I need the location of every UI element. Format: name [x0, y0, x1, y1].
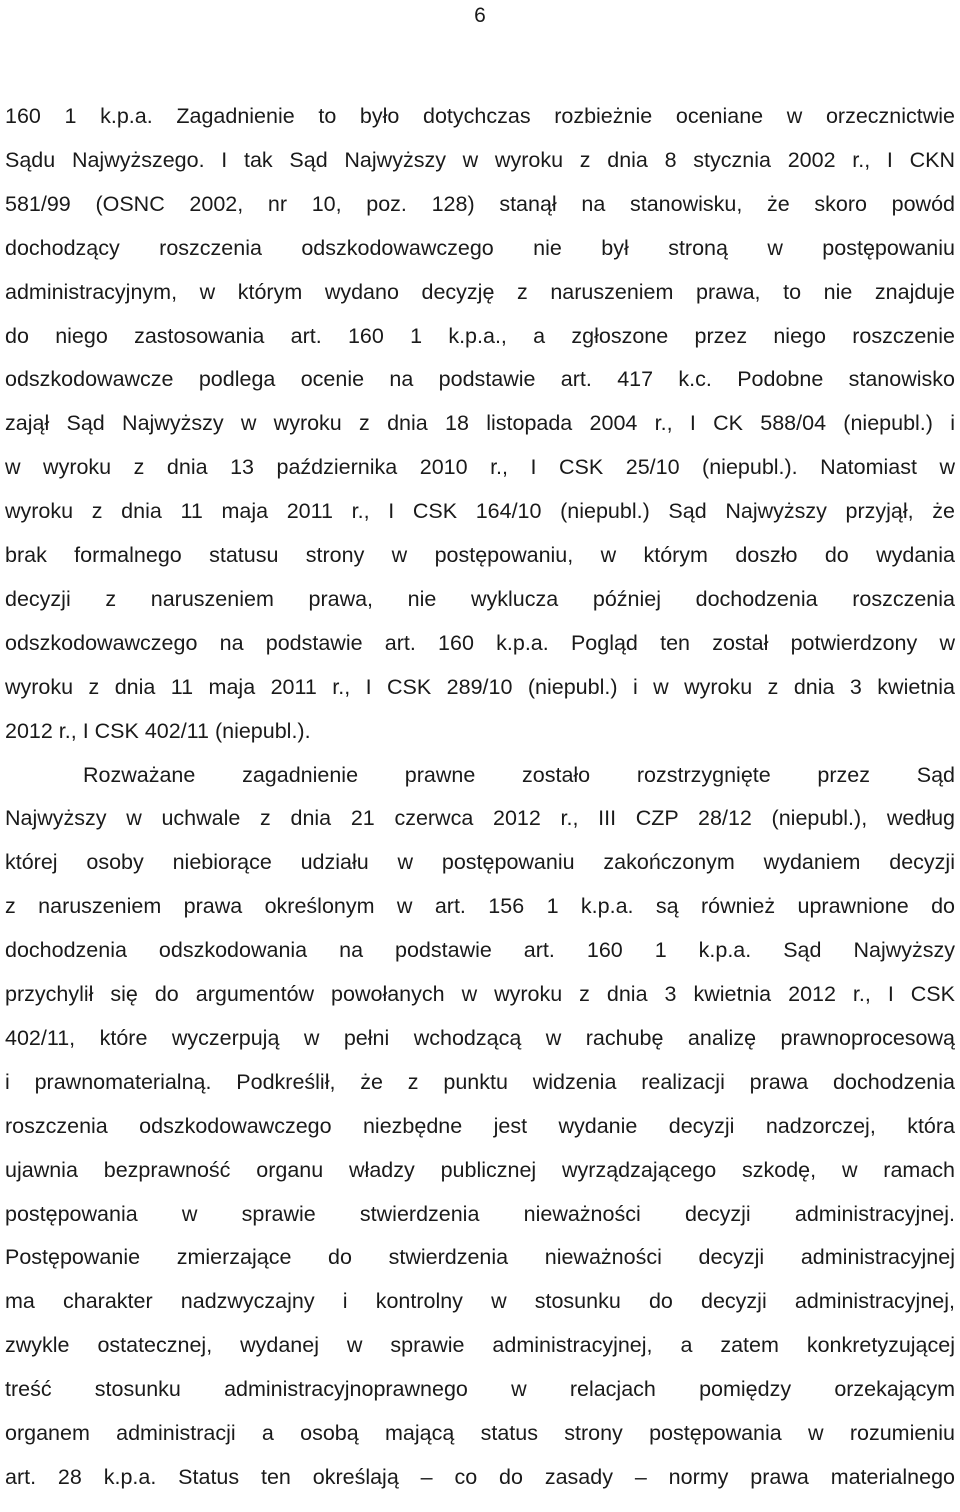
text-line: dochodzący roszczenia odszkodowawczego nie był stroną w postępowaniu	[5, 235, 955, 260]
text-line: dochodzenia odszkodowania na podstawie art. 160 1 k.p.a. Sąd Najwyższy	[5, 938, 955, 963]
text-line: Najwyższy w uchwale z dnia 21 czerwca 2012 r., III CZP 28/12 (niepubl.), według	[5, 806, 955, 831]
text-line: wyroku z dnia 11 maja 2011 r., I CSK 164/10 (niepubl.) Sąd Najwyższy przyjął, że	[5, 499, 955, 524]
text-line: i prawnomaterialną. Podkreślił, że z punktu widzenia realizacji prawa dochodzenia	[5, 1069, 955, 1094]
text-line: ujawnia bezprawność organu władzy publicznej wyrządzającego szkodę, w ramach	[5, 1157, 955, 1182]
text-line: administracyjnym, w którym wydano decyzję z naruszeniem prawa, to nie znajduje	[5, 279, 955, 304]
text-line: z naruszeniem prawa określonym w art. 156 1 k.p.a. są również uprawnione do	[5, 894, 955, 919]
text-line: zwykle ostatecznej, wydanej w sprawie administracyjnej, a zatem konkretyzującej	[5, 1333, 955, 1358]
text-line: organem administracji a osobą mającą status strony postępowania w rozumieniu	[5, 1421, 955, 1445]
page-number: 6	[474, 4, 486, 27]
text-line: 160 1 k.p.a. Zagadnienie to było dotychczas rozbieżnie oceniane w orzecznictwie	[5, 104, 955, 128]
text-line: 402/11, które wyczerpują w pełni wchodzącą w rachubę analizę prawnoprocesową	[5, 1025, 955, 1050]
text-line: 581/99 (OSNC 2002, nr 10, poz. 128) stanął na stanowisku, że skoro powód	[5, 191, 955, 216]
text-line: odszkodowawczego na podstawie art. 160 k.p.a. Pogląd ten został potwierdzony w	[5, 630, 955, 655]
text-line: do niego zastosowania art. 160 1 k.p.a., a zgłoszone przez niego roszczenie	[5, 323, 955, 348]
text-line: Postępowanie zmierzające do stwierdzenia nieważności decyzji administracyjnej	[5, 1245, 955, 1270]
text-line: art. 28 k.p.a. Status ten określają – co do zasady – normy prawa materialnego	[5, 1464, 955, 1489]
text-line: przychylił się do argumentów powołanych w wyroku z dnia 3 kwietnia 2012 r., I CSK	[5, 982, 955, 1006]
text-line: Rozważane zagadnienie prawne zostało rozstrzygnięte przez Sąd	[83, 762, 955, 787]
text-line: Sądu Najwyższego. I tak Sąd Najwyższy w wyroku z dnia 8 stycznia 2002 r., I CKN	[5, 147, 955, 172]
text-line: brak formalnego statusu strony w postępowaniu, w którym doszło do wydania	[5, 543, 955, 567]
text-line: wyroku z dnia 11 maja 2011 r., I CSK 289/10 (niepubl.) i w wyroku z dnia 3 kwietnia	[5, 674, 955, 699]
text-line: w wyroku z dnia 13 października 2010 r., I CSK 25/10 (niepubl.). Natomiast w	[5, 455, 955, 480]
text-line: 2012 r., I CSK 402/11 (niepubl.).	[5, 718, 311, 743]
text-line: odszkodowawcze podlega ocenie na podstawie art. 417 k.c. Podobne stanowisko	[5, 367, 955, 392]
text-line: decyzji z naruszeniem prawa, nie wyklucza później dochodzenia roszczenia	[5, 586, 955, 611]
text-line: której osoby niebiorące udziału w postępowaniu zakończonym wydaniem decyzji	[5, 850, 955, 875]
text-line: ma charakter nadzwyczajny i kontrolny w stosunku do decyzji administracyjnej,	[5, 1289, 955, 1314]
text-line: postępowania w sprawie stwierdzenia nieważności decyzji administracyjnej.	[5, 1201, 955, 1226]
text-line: roszczenia odszkodowawczego niezbędne jest wydanie decyzji nadzorczej, która	[5, 1113, 955, 1138]
text-line: treść stosunku administracyjnoprawnego w relacjach pomiędzy orzekającym	[5, 1377, 955, 1402]
text-line: zajął Sąd Najwyższy w wyroku z dnia 18 listopada 2004 r., I CK 588/04 (niepubl.) i	[5, 411, 955, 436]
